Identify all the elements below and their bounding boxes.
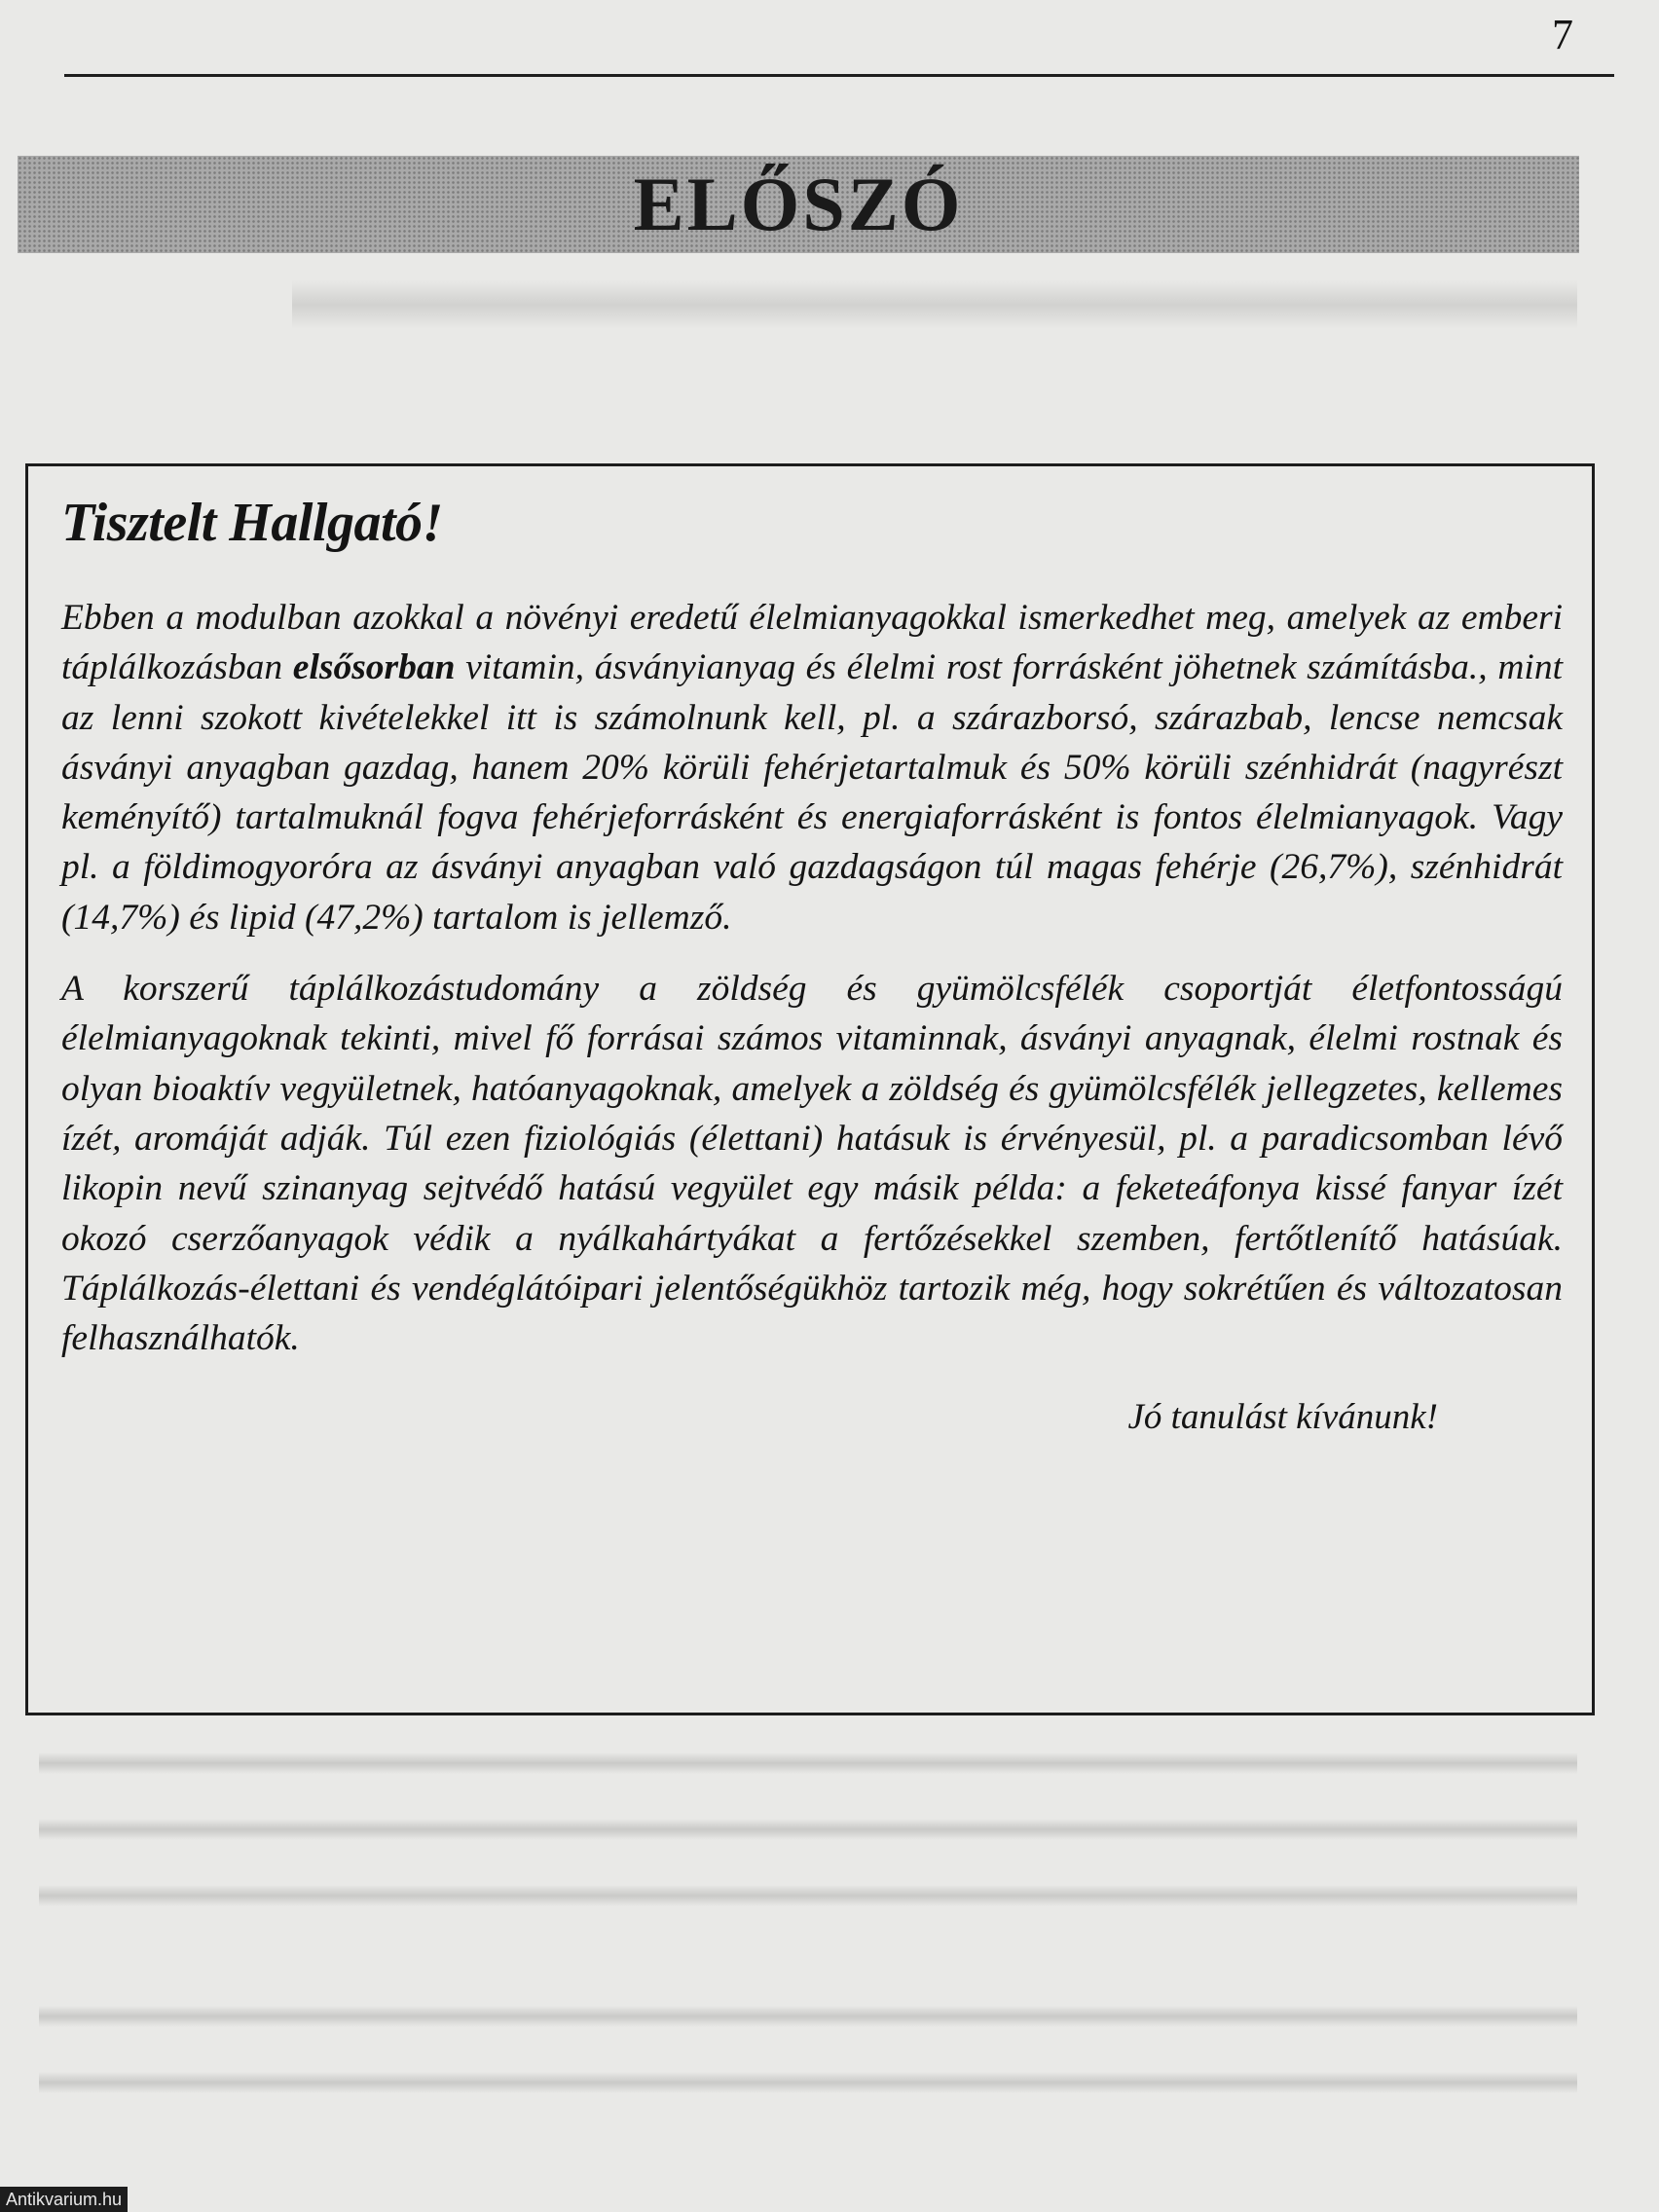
show-through-line (39, 1752, 1577, 1774)
foreword-box (25, 463, 1595, 1715)
chapter-heading-banner (18, 156, 1579, 253)
chapter-title: ELŐSZÓ (633, 162, 964, 246)
paragraph-1-text-end: vitamin, ásványianyag és élelmi rost forrásként jöhetnek számításba., mint az lenni szokott kivételekkel itt is számolnunk kell, pl. a szárazborsó, szárazbab, lencse nemcsak ásványi anyagban gazdag, hanem 20% körüli fehérjetartalmuk és 50% körüli szénhidrát (nagyrészt keményítő) tartalmuknál fogva fehérjeforrásként és energiaforrásként is fontos élelmianyagok. Vagy pl. a földimogyoróra az ásványi anyagban való gazdagságon túl magas fehérje (26,7%), szénhidrát (14,7%) és lipid (47,2%) tartalom is jellemző. (61, 647, 1563, 938)
emphasis-word: elsősorban (292, 647, 456, 688)
header-rule (64, 74, 1614, 77)
foreword-paragraph-2: A korszerű táplálkozástudomány a zöldség és gyümölcsfélék csoportját életfontosságú élelmianyagoknak tekinti, mivel fő forrásai számos vitaminnak, ásványi anyagnak, élelmi rostnak és olyan bioaktív vegyületnek, hatóanyagoknak, amelyek a zöldség és gyümölcsfélék jellegzetes, kellemes ízét, aromáját adják. Túl ezen fiziológiás (élettani) hatásuk is érvényesül, pl. a paradicsomban lévő likopin nevű szinanyag sejtvédő hatású vegyület egy másik példa: a feketeáfonya kissé fanyar ízét okozó cserzőanyagok védik a nyálkahártyákat a fertőzésekkel szemben, fertőtlenítő hatásúak. Táplálkozás-élettani és vendéglátóipari jelentőségükhöz tartozik még, hogy sokrétűen és változatosan felhasználhatók. (61, 969, 1563, 1359)
paragraph-1-text-start: Ebben a modulban azokkal a növényi eredetű élelmianyagokkal ismerkedhet meg, amelyek az emberi táplálkozásban (61, 598, 1563, 688)
show-through-line (39, 1885, 1577, 1906)
show-through-line (39, 2006, 1577, 2027)
show-through-shadow (292, 280, 1577, 329)
foreword-paragraph-1 (61, 593, 1563, 942)
show-through-line (39, 1819, 1577, 1840)
watermark-label: Antikvarium.hu (0, 2187, 128, 2212)
greeting: Tisztelt Hallgató! (61, 493, 443, 553)
show-through-line (39, 2072, 1577, 2093)
signoff: Jó tanulást kívánunk! (1127, 1397, 1438, 1438)
page-number: 7 (1552, 11, 1573, 58)
